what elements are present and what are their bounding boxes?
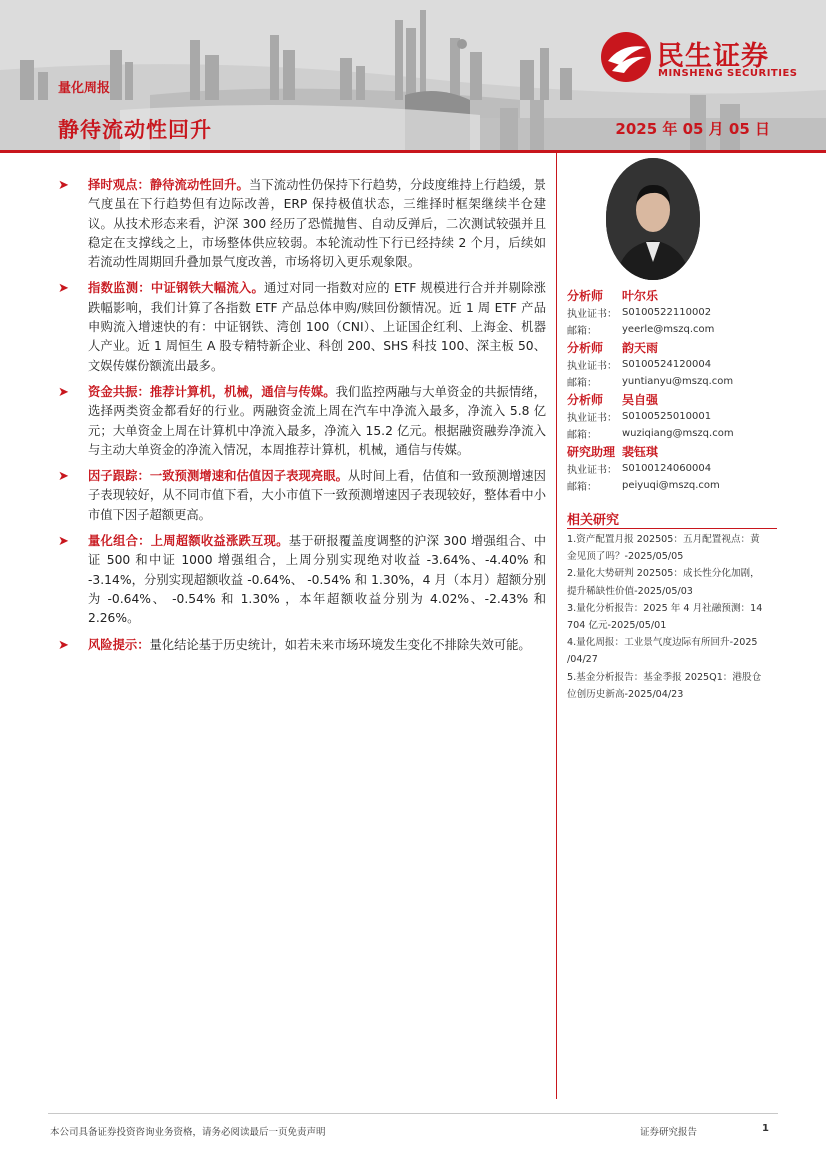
logo-chinese-text: 民生证券 [657,41,769,72]
bullet-arrow-icon: ➤ [58,534,69,550]
section-fund-resonance [58,383,546,460]
cert-label: 执业证书： [567,413,617,424]
related-research-item[interactable]: 位创历史新高-2025/04/23 [567,688,684,700]
bullet-arrow-icon: ➤ [58,637,69,653]
analyst-entry [567,391,777,442]
section-heading: 资金共振：推荐计算机，机械，通信与传媒。 [88,384,336,399]
report-title: 静待流动性回升 [58,118,212,142]
cert-number: S0100124060004 [622,463,712,474]
section-body: 量化结论基于历史统计，如若未来市场环境发生变化不排除失效可能。 [149,637,531,652]
cert-label: 执业证书： [567,309,617,320]
bullet-arrow-icon: ➤ [58,178,69,193]
related-research-item[interactable]: 金见顶了吗？-2025/05/05 [567,551,684,563]
analyst-photo [606,158,700,280]
section-index-monitor [58,279,546,375]
bullet-arrow-icon: ➤ [58,281,69,297]
footer-divider [48,1113,778,1114]
logo-english-text: MINSHENG SECURITIES [658,68,798,79]
section-body: 当下流动性仍保持下行趋势，分歧度维持上行趋缓，景气度虽在下行趋势但有边际改善，ERP 保持极值状态，三维择时框架继续半仓建议。从技术形态来看，沪深 300 经历了恐慌抛售、自动反弹后，二次测试较强并且稳定在支撑线之上，市场整体供应较弱。本轮流动性下行已经持续 2 个月，后续如若流动性周期回升叠加景气度改善，市场将切入更乐观象限。 [88,178,546,270]
analyst-email[interactable]: yeerle@mszq.com [622,324,715,335]
related-research-list [567,531,779,703]
related-research-item[interactable]: 4.量化周报：工业景气度边际有所回升-2025 [567,637,758,649]
section-heading: 因子跟踪：一致预测增速和估值因子表现亮眼。 [88,469,348,484]
related-research-item[interactable]: 5.基金分析报告：基金季报 2025Q1：港股仓 [567,671,762,683]
related-research-item[interactable]: 3.量化分析报告：2025 年 4 月社融预测：14 [567,602,763,614]
analyst-email[interactable]: yuntianyu@mszq.com [622,376,734,387]
logo-mark-icon [600,31,652,83]
header-divider [0,150,826,153]
section-body: 基于研报覆盖度调整的沪深 300 增强组合、中证 500 和中证 1000 增强组合，上周分别实现绝对收益 -3.64%、-4.40% 和 -3.14%，分别实现超额收益 -0.64%、 -0.54% 和 1.30%，4 月（本月）超额分别为 -0.64%、 -0.54% 和 1.30% ，本年超额收益分别为 4.02%、-2.43% 和 2.26%。 [88,534,546,626]
analyst-entry [567,339,777,390]
email-label: 邮箱： [567,326,597,337]
related-research-divider [567,528,777,529]
cert-label: 执业证书： [567,361,617,372]
related-research-item[interactable]: 704 亿元-2025/05/01 [567,620,667,632]
section-heading: 量化组合：上周超额收益涨跌互现。 [88,534,289,549]
report-type: 量化周报 [58,81,111,96]
portrait-image [606,158,700,280]
analyst-email[interactable]: peiyuqi@mszq.com [622,480,720,491]
header-banner [0,0,826,150]
page-number: 1 [762,1123,769,1134]
cert-number: S0100524120004 [622,359,712,370]
analyst-role: 分析师 [567,341,604,355]
footer-doc-type: 证券研究报告 [640,1127,698,1138]
section-heading: 择时观点：静待流动性回升。 [88,178,249,192]
section-quant-portfolio [58,532,546,628]
section-body: 通过对同一指数对应的 ETF 规模进行合并并剔除涨跌幅影响，我们计算了各指数 ETF 产品总体申购/赎回份额情况。近 1 周 ETF 产品申购流入增速快的有：中证钢铁、湾创 100（CNI）、上证国企红利、上海金、机器人产业。近 1 周恒生 A 股专精特新企业、科创 200、SHS 科技 100、深主板 50、文娱传媒份额流出最多。 [88,281,546,373]
analyst-name: 裴钰琪 [622,445,659,459]
column-divider [556,153,557,1099]
analyst-name: 吴自强 [622,393,659,407]
section-body: 我们监控两融与大单资金的共振情绪，选择两类资金都看好的行业。两融资金流上周在汽车中净流入最多，净流入 5.8 亿元；大单资金上周在计算机中净流入最多，净流入 15.2 亿元。根据融资融券净流入与主动大单资金的净流入情况，本周推荐计算机，机械，通信与传媒。 [88,384,546,457]
footer-disclaimer: 本公司具备证券投资咨询业务资格，请务必阅读最后一页免责声明 [50,1127,326,1138]
section-body: 从时间上看，估值和一致预测增速因子表现较好，从不同市值下看，大小市值下一致预测增速因子表现较好，整体看中小市值下因子超额更高。 [88,469,546,522]
section-heading: 指数监测：中证钢铁大幅流入。 [88,281,265,296]
analyst-role: 分析师 [567,289,604,303]
analyst-name: 韵天雨 [622,341,659,355]
analyst-entry [567,287,777,338]
email-label: 邮箱： [567,430,597,441]
analyst-list [567,287,777,495]
section-timing [58,176,546,272]
bullet-arrow-icon: ➤ [58,469,69,485]
related-research-item[interactable]: /04/27 [567,654,598,666]
email-label: 邮箱： [567,482,597,493]
analyst-email[interactable]: wuziqiang@mszq.com [622,428,734,439]
bullet-arrow-icon: ➤ [58,384,69,400]
brand-logo [600,31,810,83]
section-factor-tracking [58,467,546,525]
cert-number: S0100525010001 [622,411,712,422]
related-research-title: 相关研究 [567,513,620,528]
section-heading: 风险提示： [88,637,150,652]
related-research-item[interactable]: 2.量化大势研判 202505：成长性分化加剧， [567,568,760,580]
cert-label: 执业证书： [567,465,617,476]
related-research-item[interactable]: 1.资产配置月报 202505：五月配置视点：黄 [567,534,760,545]
report-date: 2025 年 05 月 05 日 [615,120,770,138]
analyst-role: 分析师 [567,393,604,407]
email-label: 邮箱： [567,378,597,389]
cert-number: S0100522110002 [622,307,712,318]
analyst-role: 研究助理 [567,445,616,459]
section-risk-warning [58,636,546,655]
related-research-item[interactable]: 提升稀缺性价值-2025/05/03 [567,585,693,597]
analyst-name: 叶尔乐 [622,289,659,303]
analyst-entry [567,443,777,494]
main-content [58,176,546,662]
